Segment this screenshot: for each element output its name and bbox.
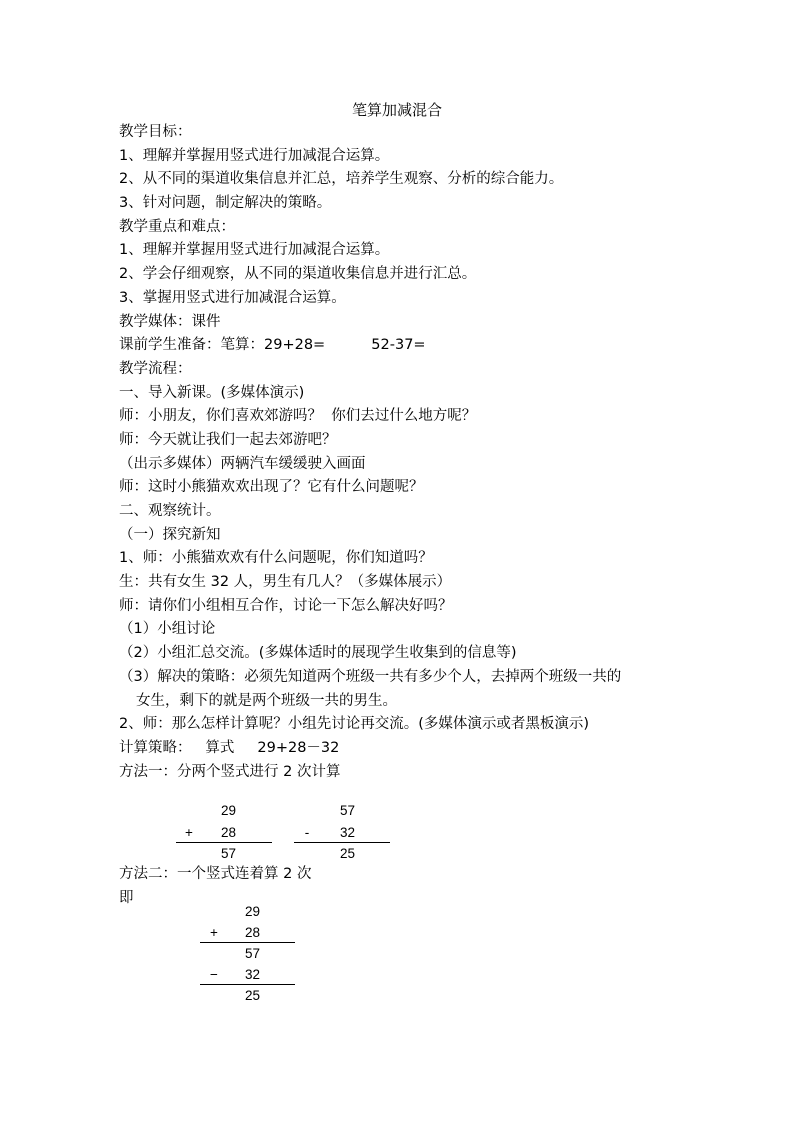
list-item: （1）小组讨论	[119, 621, 216, 638]
calc-a-top: 29	[220, 803, 236, 818]
list-item-continuation	[119, 690, 689, 714]
section-heading-key-points: 教学重点和难点：	[119, 218, 235, 235]
method-one-label: 方法一：分两个竖式进行 2 次计算	[119, 763, 341, 780]
calc-a-second: 28	[220, 825, 236, 840]
ji-label: 即	[119, 890, 134, 906]
objective-2: 2、从不同的渠道收集信息并汇总，培养学生观察、分析的综合能力。	[119, 171, 564, 188]
list-item: （3）解决的策略：必须先知道两个班级一共有多少个人，去掉两个班级一共的	[119, 668, 622, 685]
section-heading-objectives: 教学目标：	[119, 124, 192, 140]
dialogue-line: 师：小朋友，你们喜欢郊游吗？ 你们去过什么地方呢？	[119, 408, 477, 425]
process-step-observe: 二、观察统计。	[119, 503, 221, 519]
objective-3: 3、针对问题，制定解决的策略。	[119, 195, 332, 212]
calc-c-rule-1	[200, 942, 295, 943]
calc-a-result: 57	[220, 846, 236, 861]
teaching-media: 教学媒体：课件	[119, 313, 221, 330]
calc-strategy: 计算策略： 算式 29+28－32	[119, 739, 340, 756]
calc-c-operator-1: +	[210, 925, 218, 940]
key-point-3: 3、掌握用竖式进行加减混合运算。	[119, 289, 346, 306]
calc-b-top: 57	[339, 803, 355, 818]
calc-c-rule-2	[200, 984, 295, 985]
calc-a-operator: +	[185, 825, 193, 840]
key-point-1: 1、理解并掌握用竖式进行加减混合运算。	[119, 242, 390, 259]
stage-direction: （出示多媒体）两辆汽车缓缓驶入画面	[119, 455, 366, 472]
calc-c-result: 25	[244, 988, 260, 1003]
calc-a-rule	[176, 842, 272, 843]
method-two-label: 方法二：一个竖式连着算 2 次	[119, 866, 312, 882]
calc-c-third: 32	[244, 967, 260, 982]
dialogue-line: 生：共有女生 32 人，男生有几人？（多媒体展示）	[119, 574, 452, 591]
calc-b-second: 32	[339, 825, 355, 840]
document-title: 笔算加减混合	[351, 101, 442, 119]
subsection-heading: （一）探究新知	[119, 526, 221, 543]
calc-b-operator: -	[304, 825, 310, 840]
dialogue-line: 2、师：那么怎样计算呢？小组先讨论再交流。(多媒体演示或者黑板演示)	[119, 716, 590, 733]
dialogue-line: 师：请你们小组相互合作，讨论一下怎么解决好吗？	[119, 597, 453, 614]
student-preparation: 课前学生准备：笔算：29+28= 52-37=	[119, 337, 426, 354]
calc-c-second: 28	[244, 925, 260, 940]
objective-1: 1、理解并掌握用竖式进行加减混合运算。	[119, 147, 390, 164]
list-item-continuation-text: 女生，剩下的就是两个班级一共的男生。	[136, 692, 397, 709]
section-heading-process: 教学流程：	[119, 360, 192, 377]
dialogue-line: 师：这时小熊猫欢欢出现了？它有什么问题呢？	[119, 479, 424, 496]
list-item: （2）小组汇总交流。(多媒体适时的展现学生收集到的信息等)	[119, 645, 517, 662]
key-point-2: 2、学会仔细观察，从不同的渠道收集信息并进行汇总。	[119, 266, 477, 283]
process-step-intro: 一、导入新课。(多媒体演示)	[119, 384, 305, 401]
calc-b-rule	[294, 842, 390, 843]
calc-c-operator-2: −	[210, 967, 218, 982]
dialogue-line: 师：今天就让我们一起去郊游吧？	[119, 431, 337, 448]
calc-c-top: 29	[244, 904, 260, 919]
dialogue-line: 1、师：小熊猫欢欢有什么问题呢，你们知道吗？	[119, 550, 433, 567]
calc-c-mid: 57	[244, 946, 260, 961]
document-body	[119, 121, 689, 784]
calc-b-result: 25	[339, 846, 355, 861]
